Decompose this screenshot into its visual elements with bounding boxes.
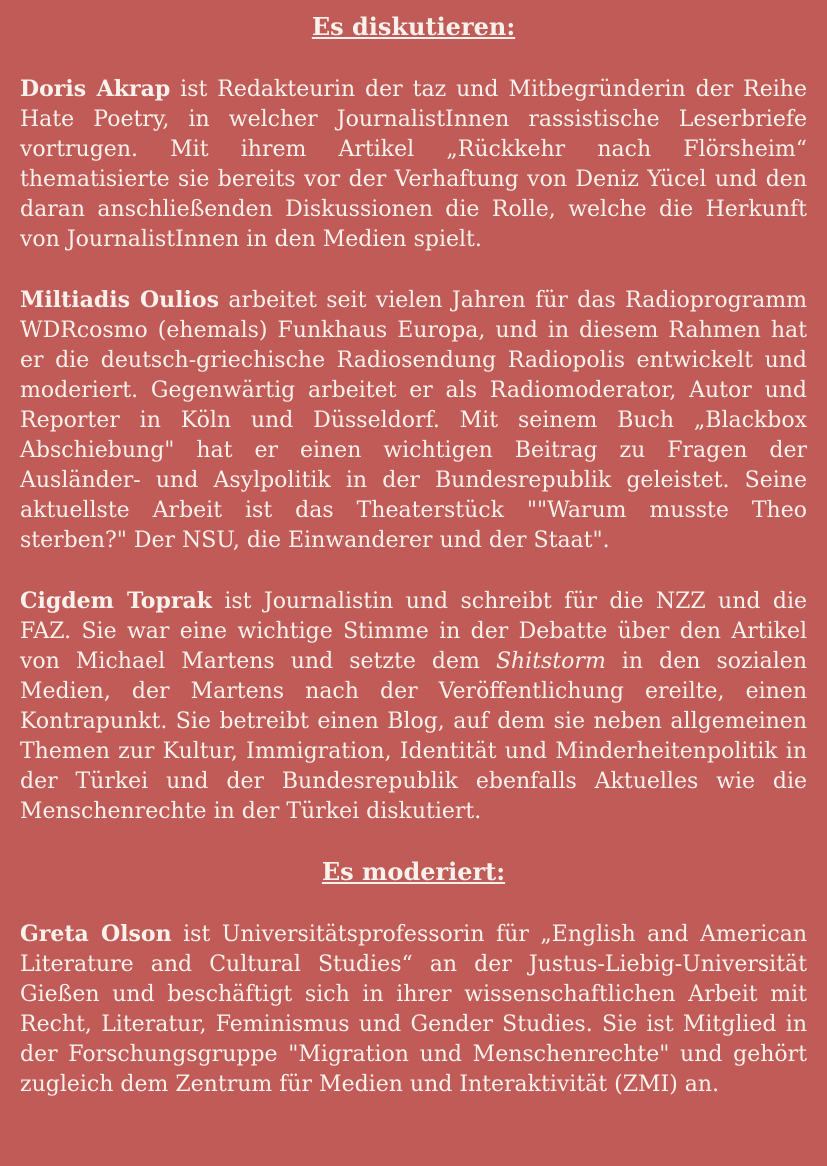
paragraph-greta-olson (20, 919, 807, 1100)
paragraph-miltiadis-oulios (20, 285, 807, 556)
italic-word-shitstorm: Shitstorm (495, 649, 606, 674)
paragraph-text: in den sozialen Medien, der Martens nach der Veröffentlichung ereilte, einen Kontrapunkt. Sie betreibt einen Blog, auf dem sie neben allgemeinen Themen zur Kultur, Immigration, Identität und Minderheitenpolitik in der Türkei und der Bundesrepublik ebenfalls Aktuelles wie die Menschenrechte in der Türkei diskutiert. (20, 649, 807, 824)
heading-text: Es diskutieren: (311, 12, 516, 41)
speaker-name-cigdem-toprak: Cigdem Toprak (20, 588, 212, 614)
paragraph-text: ist Redakteurin der taz und Mitbegründerin der Reihe Hate Poetry, in welcher JournalistInnen rassistische Leserbriefe vortrugen. Mit ihrem Artikel „Rückkehr nach Flörsheim“ thematisierte sie bereits vor der Verhaftung von Deniz Yücel und den daran anschließenden Diskussionen die Rolle, welche die Herkunft von JournalistInnen in den Medien spielt. (20, 77, 807, 252)
speaker-name-doris-akrap: Doris Akrap (20, 76, 171, 102)
paragraph-cigdem-toprak (20, 586, 807, 827)
paragraph-text: ist Universitätsprofessorin für „English and American Literature and Cultural Studies“ an der Justus-Liebig-Universität Gießen und beschäftigt sich in ihrer wissenschaftlichen Arbeit mit Recht, Literatur, Feminismus und Gender Studies. Sie ist Mitglied in der Forschungsgruppe "Migration und Menschenrechte" und gehört zugleich dem Zentrum für Medien und Interaktivität (ZMI) an. (20, 922, 808, 1097)
paragraph-text: arbeitet seit vielen Jahren für das Radioprogramm WDRcosmo (ehemals) Funkhaus Europa, und in diesem Rahmen hat er die deutsch-griechische Radiosendung Radiopolis entwickelt und moderiert. Gegenwärtig arbeitet er als Radiomoderator, Autor und Reporter in Köln und Düsseldorf. Mit seinem Buch „Blackbox Abschiebung" hat er einen wichtigen Beitrag zu Fragen der Ausländer- und Asylpolitik in der Bundesrepublik geleistet. Seine aktuellste Arbeit ist das Theaterstück ""Warum musste Theo sterben?" Der NSU, die Einwanderer und der Staat". (20, 288, 808, 553)
section-heading-diskutieren (20, 12, 807, 42)
section-heading-moderiert (20, 857, 807, 887)
paragraph-doris-akrap (20, 74, 807, 255)
speaker-name-miltiadis-oulios: Miltiadis Oulios (20, 287, 219, 313)
heading-text: Es moderiert: (321, 857, 506, 886)
speaker-name-greta-olson: Greta Olson (20, 921, 172, 947)
paragraph-text: ist Journalistin und schreibt für die NZZ und die FAZ. Sie war eine wichtige Stimme in der Debatte über den Artikel von Michael Martens und setzte dem (20, 589, 807, 674)
